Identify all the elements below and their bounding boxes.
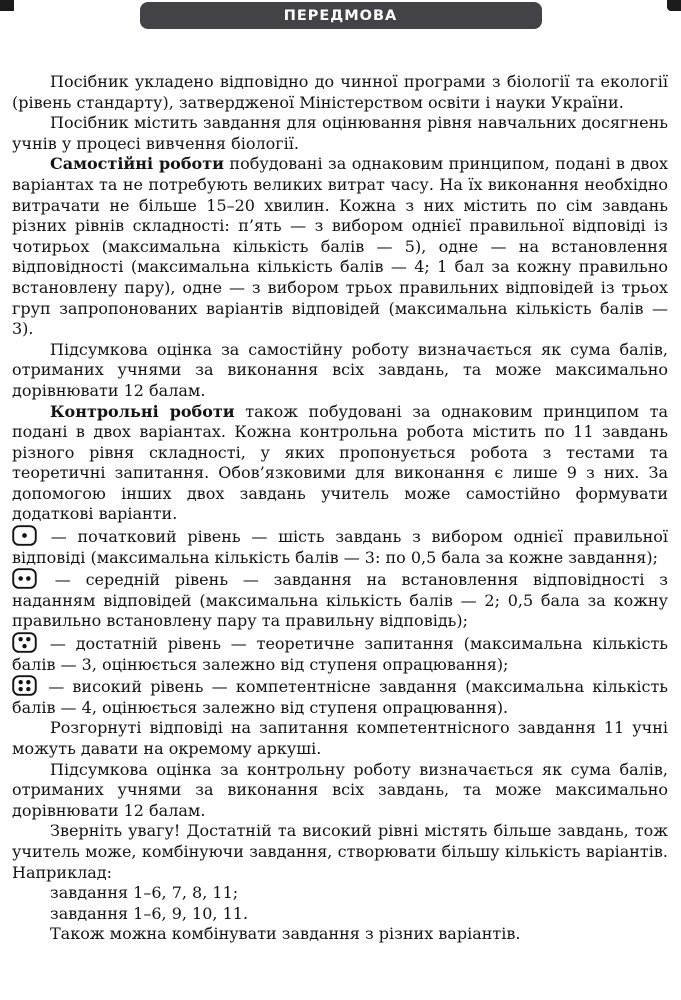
paragraph-extended-answers: Розгорнуті відповіді на запитання компетентнісного завдання 11 учні можуть давати на окремому аркуші.: [12, 718, 668, 758]
dice-1-icon: [12, 525, 37, 546]
paragraph-text-self-work: побудовані за однаковим принципом, подані в двох варіантах та не потребують великих витрат часу. На їх виконання необхідно витрачати не більше 15–20 хвилин. Кожна з них містить по сім завдань різних рівнів складності: п’ять — з вибором однієї правильної відповіді із чотирьох (максимальна кількість балів — 5), одне — на встановлення відповідності (максимальна кількість балів — 4; 1 бал за кожну правильно встановлену пару), одне — з вибором трьох правильних відповідей із трьох груп запропонованих варіантів відповідей (максимальна кількість балів — 3).: [12, 154, 668, 339]
paragraph-contents: Посібник містить завдання для оцінювання рівня навчальних досягнень учнів у процесі вивчення біології.: [12, 113, 668, 153]
level-item-middle: [12, 568, 668, 632]
corner-mark-left: [0, 0, 14, 11]
level-item-sufficient: [12, 632, 668, 675]
page-content: [12, 72, 668, 945]
corner-mark-right: [667, 0, 681, 11]
paragraph-self-work: [12, 154, 668, 339]
paragraph-lead-self-work: Самостійні роботи: [50, 154, 224, 174]
paragraph-control-work: [12, 402, 668, 526]
dice-2-icon: [12, 568, 37, 589]
paragraph-note: Зверніть увагу! Достатній та високий рівні містять більше завдань, тож учитель може, комбінуючи завдання, створювати більшу кількість варіантів. Наприклад:: [12, 821, 668, 882]
dice-4-icon: [12, 675, 37, 696]
paragraph-example-1: завдання 1–6, 7, 8, 11;: [50, 883, 239, 903]
paragraph-text-control-work: також побудовані за однаковим принципом та подані в двох варіантах. Кожна контрольна робота містить по 11 завдань різного рівня складності, у яких пропонується робота з тестами та теоретичні запитання. Обов’язковими для виконання є лише 9 з них. За допомогою інших двох завдань учитель може самостійно формувати додаткові варіанти.: [12, 401, 669, 524]
paragraph-intro: Посібник укладено відповідно до чинної програми з біології та екології (рівень стандарту), затвердженої Міністерством освіти і науки України.: [12, 72, 668, 112]
paragraph-self-work-score: Підсумкова оцінка за самостійну роботу визначається як сума балів, отриманих учнями за виконання всіх завдань, та може максимально дорівнювати 12 балам.: [12, 339, 668, 400]
paragraph-control-score: Підсумкова оцінка за контрольну роботу визначається як сума балів, отриманих учнями за виконання всіх завдань, та може максимально дорівнювати 12 балам.: [12, 759, 668, 820]
page-header-banner: [140, 2, 542, 29]
level-text-sufficient: — достатній рівень — теоретичне запитання (максимальна кількість балів — 3, оцінюється залежно від ступеня опрацювання);: [12, 634, 668, 674]
level-text-initial: — початковий рівень — шість завдань з вибором однієї правильної відповіді (максимальна кількість балів — 3: по 0,5 бала за кожне завдання);: [12, 527, 668, 567]
level-text-high: — високий рівень — компетентнісне завдання (максимальна кількість балів — 4, оцінюється залежно від ступеня опрацювання).: [12, 677, 668, 717]
paragraph-combine-note: Також можна комбінувати завдання з різних варіантів.: [50, 924, 521, 944]
level-text-middle: — середній рівень — завдання на встановлення відповідності з наданням відповідей (максимальна кількість балів — 2; 0,5 бала за кожну правильно встановлену пару та правильну відповідь);: [12, 570, 668, 631]
level-item-initial: [12, 525, 668, 568]
dice-3-icon: [12, 632, 37, 653]
level-item-high: [12, 675, 668, 718]
paragraph-lead-control-work: Контрольні роботи: [50, 401, 235, 421]
paragraph-example-2: завдання 1–6, 9, 10, 11.: [50, 903, 249, 923]
page-title: ПЕРЕДМОВА: [283, 7, 398, 24]
